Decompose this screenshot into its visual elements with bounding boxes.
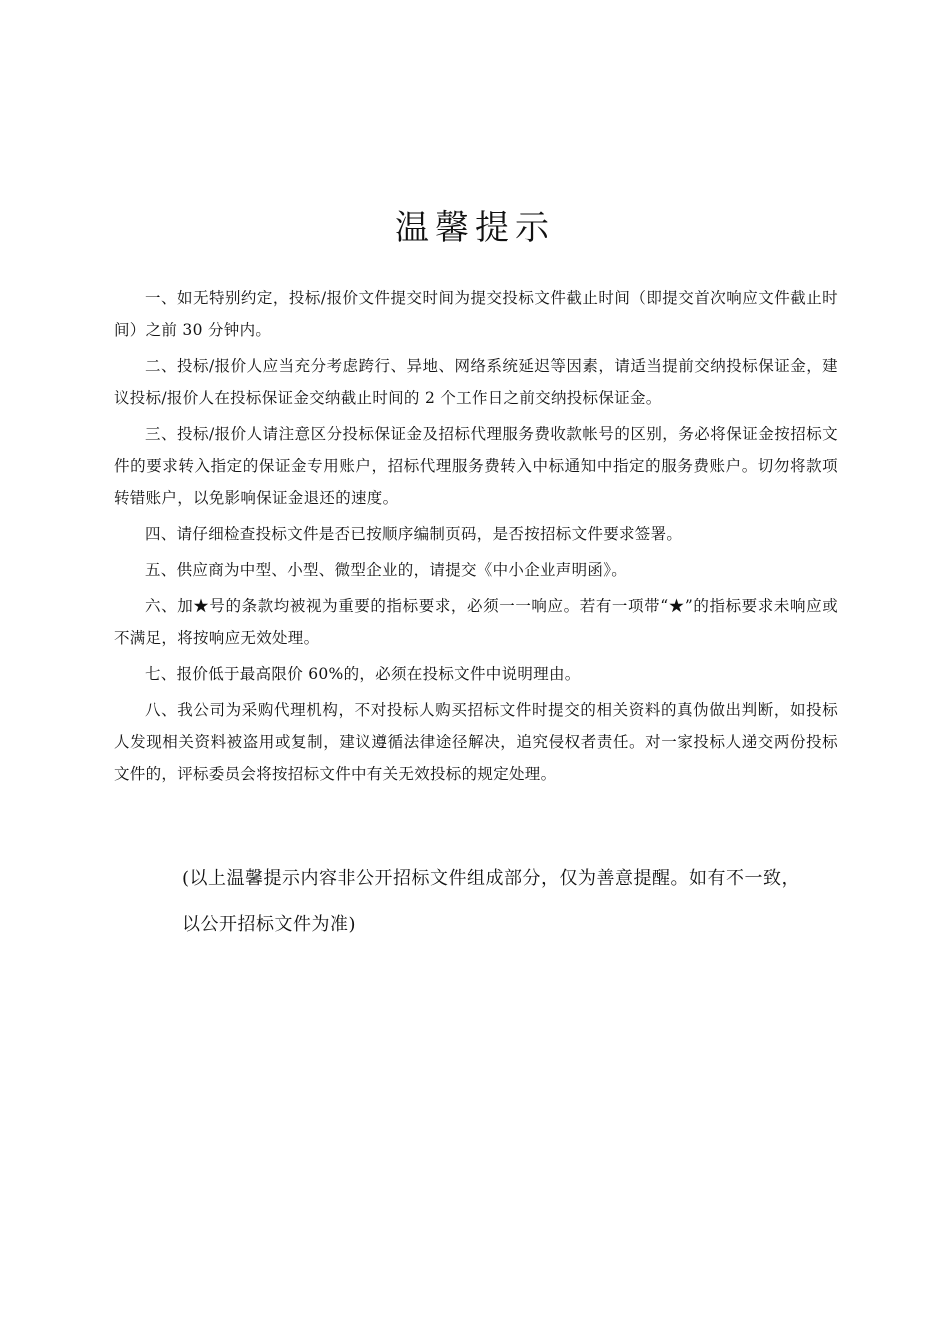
notice-item-4: 四、请仔细检查投标文件是否已按顺序编制页码，是否按招标文件要求签署。: [145, 525, 683, 543]
notice-list: [114, 282, 838, 794]
disclaimer-note: (以上温馨提示内容非公开招标文件组成部分，仅为善意提醒。如有不一致，以公开招标文件为准): [182, 868, 801, 935]
page-title: 温馨提示: [395, 208, 555, 248]
notice-item-1: 一、如无特别约定，投标/报价文件提交时间为提交投标文件截止时间（即提交首次响应文件截止时间）之前 30 分钟内。: [114, 289, 838, 339]
notice-item-6: 六、加★号的条款均被视为重要的指标要求，必须一一响应。若有一项带“★”的指标要求未响应或不满足，将按响应无效处理。: [114, 597, 838, 647]
notice-item-8: 八、我公司为采购代理机构，不对投标人购买招标文件时提交的相关资料的真伪做出判断，如投标人发现相关资料被盗用或复制，建议遵循法律途径解决，追究侵权者责任。对一家投标人递交两份投标文件的，评标委员会将按招标文件中有关无效投标的规定处理。: [114, 701, 838, 783]
notice-item-5: 五、供应商为中型、小型、微型企业的，请提交《中小企业声明函》。: [145, 561, 628, 579]
notice-item-7: 七、报价低于最高限价 60%的，必须在投标文件中说明理由。: [145, 665, 581, 683]
notice-item-2: 二、投标/报价人应当充分考虑跨行、异地、网络系统延迟等因素，请适当提前交纳投标保证金，建议投标/报价人在投标保证金交纳截止时间的 2 个工作日之前交纳投标保证金。: [114, 357, 838, 407]
notice-item-3: 三、投标/报价人请注意区分投标保证金及招标代理服务费收款帐号的区别，务必将保证金按招标文件的要求转入指定的保证金专用账户，招标代理服务费转入中标通知中指定的服务费账户。切勿将款项转错账户，以免影响保证金退还的速度。: [114, 425, 838, 507]
